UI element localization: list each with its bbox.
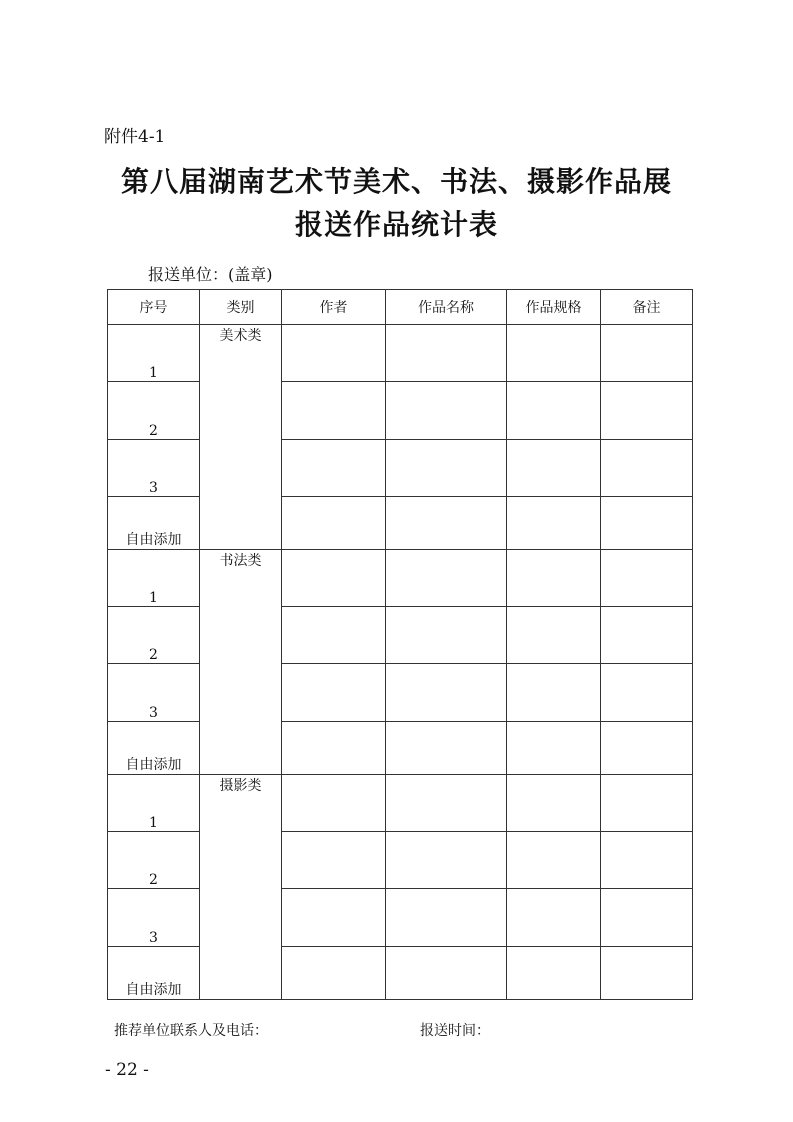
table-row [108, 889, 693, 946]
remarks-cell[interactable] [601, 607, 693, 664]
table-row [108, 721, 693, 774]
submission-time-label: 报送时间： [420, 1023, 490, 1039]
work-spec-cell[interactable] [507, 664, 601, 721]
header-work-spec: 作品规格 [507, 290, 601, 325]
header-category: 类别 [200, 290, 282, 325]
author-cell[interactable] [282, 607, 386, 664]
table-row [108, 549, 693, 606]
author-cell[interactable] [282, 889, 386, 946]
category-cell [200, 325, 282, 550]
row-seq: 1 [108, 549, 200, 606]
author-cell[interactable] [282, 721, 386, 774]
category-cell [200, 774, 282, 999]
work-spec-cell[interactable] [507, 889, 601, 946]
work-name-cell[interactable] [386, 496, 507, 549]
table-row [108, 607, 693, 664]
table-row [108, 946, 693, 999]
work-spec-cell[interactable] [507, 607, 601, 664]
remarks-cell[interactable] [601, 832, 693, 889]
author-cell[interactable] [282, 774, 386, 831]
author-cell[interactable] [282, 382, 386, 439]
row-seq: 自由添加 [108, 496, 200, 549]
work-name-cell[interactable] [386, 946, 507, 999]
remarks-cell[interactable] [601, 382, 693, 439]
works-statistics-table [107, 289, 693, 1000]
author-cell[interactable] [282, 946, 386, 999]
row-seq: 3 [108, 439, 200, 496]
work-name-cell[interactable] [386, 549, 507, 606]
row-seq: 2 [108, 832, 200, 889]
remarks-cell[interactable] [601, 325, 693, 382]
category-label: 美术类 [219, 328, 262, 344]
row-seq: 1 [108, 325, 200, 382]
attachment-label: 附件4-1 [104, 127, 166, 147]
table-row [108, 325, 693, 382]
row-seq: 2 [108, 382, 200, 439]
row-seq: 2 [108, 607, 200, 664]
remarks-cell[interactable] [601, 889, 693, 946]
row-seq: 自由添加 [108, 946, 200, 999]
submitting-unit-label: 报送单位：(盖章) [148, 265, 273, 284]
work-name-cell[interactable] [386, 774, 507, 831]
document-title-line2: 报送作品统计表 [294, 208, 498, 241]
header-remarks: 备注 [601, 290, 693, 325]
remarks-cell[interactable] [601, 439, 693, 496]
work-spec-cell[interactable] [507, 496, 601, 549]
work-spec-cell[interactable] [507, 549, 601, 606]
work-name-cell[interactable] [386, 889, 507, 946]
header-author: 作者 [282, 290, 386, 325]
remarks-cell[interactable] [601, 496, 693, 549]
work-name-cell[interactable] [386, 382, 507, 439]
category-cell [200, 549, 282, 774]
remarks-cell[interactable] [601, 774, 693, 831]
author-cell[interactable] [282, 832, 386, 889]
contact-label: 推荐单位联系人及电话： [114, 1023, 268, 1039]
table-row [108, 496, 693, 549]
table-row [108, 439, 693, 496]
header-seq: 序号 [108, 290, 200, 325]
category-label: 摄影类 [219, 777, 262, 794]
work-spec-cell[interactable] [507, 721, 601, 774]
work-name-cell[interactable] [386, 721, 507, 774]
table-row [108, 664, 693, 721]
table-header-row [108, 290, 693, 325]
row-seq: 3 [108, 889, 200, 946]
row-seq: 自由添加 [108, 721, 200, 774]
work-spec-cell[interactable] [507, 382, 601, 439]
author-cell[interactable] [282, 439, 386, 496]
work-name-cell[interactable] [386, 607, 507, 664]
remarks-cell[interactable] [601, 946, 693, 999]
author-cell[interactable] [282, 496, 386, 549]
author-cell[interactable] [282, 664, 386, 721]
work-spec-cell[interactable] [507, 832, 601, 889]
work-spec-cell[interactable] [507, 774, 601, 831]
work-spec-cell[interactable] [507, 439, 601, 496]
header-work-name: 作品名称 [386, 290, 507, 325]
author-cell[interactable] [282, 549, 386, 606]
work-spec-cell[interactable] [507, 325, 601, 382]
author-cell[interactable] [282, 325, 386, 382]
table-row [108, 382, 693, 439]
work-name-cell[interactable] [386, 832, 507, 889]
document-title-line1: 第八届湖南艺术节美术、书法、摄影作品展 [120, 165, 672, 198]
row-seq: 1 [108, 774, 200, 831]
row-seq: 3 [108, 664, 200, 721]
remarks-cell[interactable] [601, 664, 693, 721]
work-name-cell[interactable] [386, 439, 507, 496]
work-name-cell[interactable] [386, 325, 507, 382]
table-row [108, 774, 693, 831]
page-number: - 22 - [105, 1060, 149, 1080]
remarks-cell[interactable] [601, 549, 693, 606]
table-row [108, 832, 693, 889]
category-label: 书法类 [219, 552, 262, 569]
work-spec-cell[interactable] [507, 946, 601, 999]
work-name-cell[interactable] [386, 664, 507, 721]
remarks-cell[interactable] [601, 721, 693, 774]
